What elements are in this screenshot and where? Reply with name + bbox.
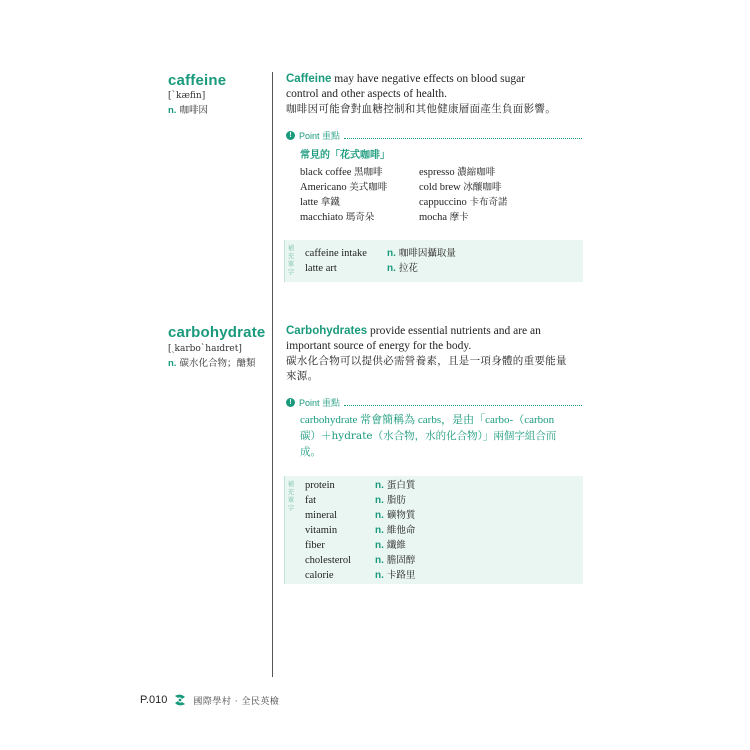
- sentence-text: important source of energy for the body.: [286, 340, 472, 352]
- meaning: 咖啡因: [179, 105, 208, 116]
- related-words-panel: [284, 240, 583, 282]
- part-of-speech: n.: [168, 358, 177, 369]
- publisher-name: 國際學村 · 全民英檢: [193, 696, 280, 707]
- sentence-text: provide essential nutrients and are an: [367, 325, 541, 337]
- example-sentence: [286, 72, 582, 102]
- list-item: Americano 美式咖啡: [300, 182, 388, 193]
- related-row: latte art n. 拉花: [305, 263, 418, 274]
- entry-caffeine-body: [286, 72, 582, 225]
- list-item: cappuccino 卡布奇諾: [419, 197, 508, 208]
- related-words-panel: [284, 476, 583, 584]
- related-row: cholesterol n. 膽固醇: [305, 555, 416, 566]
- related-row: calorie n. 卡路里: [305, 570, 416, 581]
- entry-carbohydrate-body: [286, 324, 582, 460]
- entry-caffeine-head: [168, 72, 226, 116]
- phonetic: [ˋkæfin]: [168, 91, 206, 101]
- point-label: Point 重點: [299, 398, 341, 408]
- list-item: espresso 濃縮咖啡: [419, 167, 496, 178]
- point-header: [286, 129, 582, 142]
- dotted-leader: [344, 138, 582, 139]
- headword: caffeine: [168, 72, 227, 89]
- dotted-leader: [344, 405, 582, 406]
- list-item: latte 拿鐵: [300, 197, 340, 208]
- page-footer: [140, 693, 279, 707]
- definition: [168, 102, 226, 116]
- page-number: P.010: [140, 694, 168, 706]
- sentence-keyword: Carbohydrates: [286, 325, 368, 337]
- list-item: macchiato 瑪奇朵: [300, 212, 375, 223]
- point-header: [286, 396, 582, 409]
- example-sentence: [286, 324, 582, 354]
- phonetic: [ˏkarboˋhaɪdret]: [168, 344, 242, 354]
- entry-carbohydrate-head: [168, 324, 265, 369]
- related-row: fat n. 脂肪: [305, 495, 406, 506]
- related-row: mineral n. 礦物質: [305, 510, 416, 521]
- related-row: vitamin n. 維他命: [305, 525, 416, 536]
- point-label: Point 重點: [299, 131, 341, 141]
- part-of-speech: n.: [168, 105, 177, 116]
- definition: [168, 355, 265, 369]
- exclamation-icon: !: [286, 398, 295, 407]
- related-row: protein n. 蛋白質: [305, 480, 416, 491]
- list-item: mocha 摩卡: [419, 212, 469, 223]
- headword: carbohydrate: [168, 324, 266, 341]
- list-item: cold brew 冰釀咖啡: [419, 182, 502, 193]
- divider-line: [272, 72, 273, 677]
- sentence-keyword: Caffeine: [286, 73, 332, 85]
- sentence-text: control and other aspects of health.: [286, 88, 447, 100]
- point-note: carbohydrate 常會簡稱為 carbs，是由「carbo-（carbon 碳）＋hydrate（水合物，水的化合物）」兩個字組合而 成。: [300, 414, 557, 458]
- sentence-text: may have negative effects on blood sugar: [331, 73, 525, 85]
- related-tab-label: 補 充 單 字: [287, 244, 295, 276]
- publisher-logo-icon: [173, 693, 187, 707]
- sentence-translation: 咖啡因可能會對血糖控制和其他健康層面產生負面影響。: [286, 103, 556, 115]
- coffee-list: [300, 165, 582, 225]
- point-title: 常見的「花式咖啡」: [300, 150, 390, 161]
- related-row: fiber n. 纖維: [305, 540, 406, 551]
- related-row: caffeine intake n. 咖啡因攝取量: [305, 248, 456, 259]
- related-tab-label: 補 充 單 字: [287, 480, 295, 512]
- meaning: 碳水化合物；醣類: [179, 358, 256, 369]
- list-item: black coffee 黑咖啡: [300, 167, 383, 178]
- exclamation-icon: !: [286, 131, 295, 140]
- sentence-translation: 碳水化合物可以提供必需營養素，且是一項身體的重要能量 來源。: [286, 355, 567, 382]
